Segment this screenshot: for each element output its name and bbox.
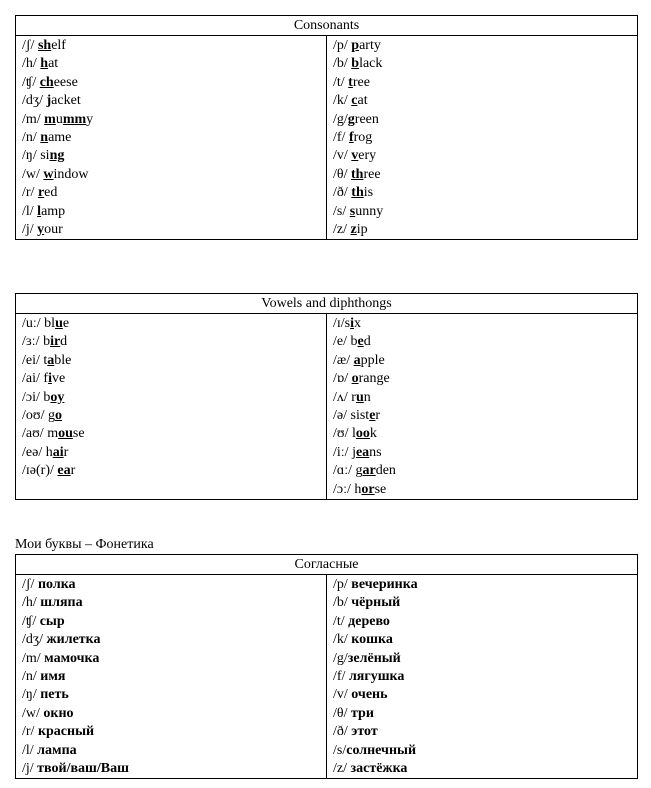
left-column	[16, 575, 327, 779]
phoneme-symbol: /θ/	[333, 705, 348, 721]
example-word: cheese	[39, 74, 78, 90]
phoneme-row	[22, 613, 326, 631]
phoneme-row	[333, 92, 637, 110]
phoneme-row	[333, 742, 637, 760]
example-word: жилетка	[46, 632, 101, 648]
phoneme-row	[333, 221, 637, 239]
example-word: сыр	[39, 613, 65, 629]
phoneme-row	[22, 742, 326, 760]
phoneme-row	[22, 723, 326, 741]
phoneme-symbol: /k/	[333, 632, 348, 648]
phoneme-row	[333, 650, 637, 668]
phoneme-row	[333, 760, 637, 778]
phoneme-row	[333, 594, 637, 612]
example-word: окно	[43, 705, 74, 721]
example-word: лампа	[37, 742, 77, 758]
phoneme-symbol: /ʃ/	[22, 577, 35, 592]
phoneme-symbol: /f/	[333, 668, 346, 684]
phoneme-symbol: /dʒ/	[22, 632, 43, 648]
phoneme-row	[22, 444, 326, 462]
right-column	[327, 314, 638, 500]
example-word: дерево	[348, 613, 390, 629]
left-column	[16, 36, 327, 240]
phoneme-row	[22, 462, 326, 480]
phoneme-symbol: /s/	[333, 203, 347, 219]
example-word: green	[347, 111, 379, 127]
example-word: three	[351, 166, 381, 182]
example-word: cat	[351, 93, 368, 109]
phoneme-symbol: /p/	[333, 577, 348, 592]
russian-consonants-table	[15, 554, 638, 779]
phoneme-row	[22, 407, 326, 425]
example-word: bird	[43, 334, 68, 350]
example-word: garden	[355, 463, 396, 479]
phoneme-symbol: /f/	[333, 129, 346, 145]
example-word: very	[351, 148, 377, 164]
phoneme-symbol: /ʊ/	[333, 426, 349, 442]
phoneme-row	[333, 407, 637, 425]
example-word: frog	[348, 129, 373, 145]
phoneme-symbol: /æ/	[333, 352, 351, 368]
example-word: table	[43, 352, 72, 368]
example-word: this	[351, 185, 374, 201]
example-word: mummy	[44, 111, 94, 127]
phoneme-row	[333, 184, 637, 202]
example-word: name	[40, 129, 72, 145]
phoneme-row	[22, 315, 326, 333]
example-word: чёрный	[351, 595, 401, 611]
phoneme-row	[22, 760, 326, 778]
phoneme-symbol: /ai/	[22, 371, 40, 387]
phoneme-row	[22, 631, 326, 649]
phoneme-symbol: /ɪə(r)/	[22, 463, 54, 479]
phoneme-symbol: /ʧ/	[22, 613, 37, 629]
example-word: jeans	[352, 444, 382, 460]
phoneme-symbol: /z/	[333, 760, 347, 776]
phoneme-symbol: /n/	[22, 129, 37, 145]
example-word: кошка	[351, 632, 393, 648]
example-word: солнечный	[346, 742, 417, 758]
phoneme-row	[333, 444, 637, 462]
example-word: зелёный	[347, 650, 401, 666]
phoneme-symbol: /k/	[333, 93, 348, 109]
example-word: красный	[37, 724, 95, 740]
phoneme-row	[22, 370, 326, 388]
phoneme-symbol: /ɒ/	[333, 371, 349, 387]
phoneme-symbol: /ɔi/	[22, 389, 40, 405]
phoneme-symbol: /θ/	[333, 166, 348, 182]
example-word: blue	[44, 316, 70, 331]
phoneme-symbol: /v/	[333, 148, 348, 164]
example-word: run	[351, 389, 371, 405]
right-column	[327, 575, 638, 779]
phoneme-row	[22, 74, 326, 92]
example-word: шляпа	[40, 595, 83, 611]
right-column	[327, 36, 638, 240]
phoneme-row	[333, 147, 637, 165]
example-word: sunny	[349, 203, 384, 219]
phoneme-row	[22, 333, 326, 351]
phoneme-row	[333, 481, 637, 499]
phoneme-symbol: /z/	[333, 221, 347, 237]
example-word: window	[43, 166, 89, 182]
phoneme-symbol: /ʃ/	[22, 38, 35, 53]
phoneme-row	[22, 668, 326, 686]
example-word: zip	[350, 221, 368, 237]
example-word: your	[37, 221, 63, 237]
phoneme-symbol: /aʊ/	[22, 426, 44, 442]
phoneme-symbol: /ʌ/	[333, 389, 348, 405]
phoneme-row	[333, 705, 637, 723]
phoneme-row	[333, 462, 637, 480]
vowels-table	[15, 293, 638, 500]
phoneme-row	[333, 55, 637, 73]
phoneme-row	[333, 333, 637, 351]
phoneme-symbol: /ei/	[22, 352, 40, 368]
left-column	[16, 314, 327, 500]
phoneme-row	[333, 723, 637, 741]
example-word: look	[351, 426, 377, 442]
phoneme-symbol: /g/	[333, 650, 348, 666]
example-word: вечеринка	[351, 577, 418, 592]
phoneme-row	[333, 686, 637, 704]
phoneme-symbol: /uː/	[22, 316, 41, 331]
phoneme-symbol: /v/	[333, 687, 348, 703]
example-word: очень	[351, 687, 388, 703]
example-word: tree	[348, 74, 370, 90]
phoneme-row	[333, 668, 637, 686]
phoneme-symbol: /s/	[333, 742, 347, 758]
phoneme-row	[333, 74, 637, 92]
example-word: horse	[354, 481, 387, 497]
phoneme-row	[333, 631, 637, 649]
example-word: hat	[40, 56, 59, 72]
example-word: этот	[351, 724, 378, 740]
phoneme-symbol: /ɔː/	[333, 481, 351, 497]
example-word: apple	[353, 352, 385, 368]
example-word: black	[351, 56, 383, 72]
phoneme-row	[22, 352, 326, 370]
phoneme-row	[22, 147, 326, 165]
phoneme-row	[22, 425, 326, 443]
phoneme-row	[333, 389, 637, 407]
example-word: six	[344, 316, 362, 331]
example-word: party	[351, 38, 381, 53]
phoneme-symbol: /w/	[22, 166, 40, 182]
example-word: sister	[350, 407, 381, 423]
phoneme-row	[22, 37, 326, 55]
example-word: shelf	[37, 38, 66, 53]
phoneme-row	[22, 92, 326, 110]
phoneme-symbol: /oʊ/	[22, 407, 45, 423]
phoneme-symbol: /ɜː/	[22, 334, 40, 350]
example-word: hair	[45, 444, 69, 460]
phoneme-row	[333, 203, 637, 221]
example-word: mouse	[47, 426, 85, 442]
phoneme-row	[22, 129, 326, 147]
phoneme-row	[333, 129, 637, 147]
phoneme-symbol: /ʧ/	[22, 74, 37, 90]
phoneme-symbol: /dʒ/	[22, 93, 43, 109]
phoneme-symbol: /t/	[333, 613, 345, 629]
example-word: ear	[57, 463, 76, 479]
phoneme-symbol: /e/	[333, 334, 347, 350]
phoneme-symbol: /ə/	[333, 407, 347, 423]
example-word: петь	[40, 687, 69, 703]
phoneme-row	[22, 184, 326, 202]
phoneme-symbol: /ð/	[333, 724, 348, 740]
table-title: Consonants	[16, 16, 638, 36]
phoneme-symbol: /iː/	[333, 444, 349, 460]
phoneme-symbol: /b/	[333, 56, 348, 72]
example-word: застёжка	[350, 760, 408, 776]
phoneme-row	[333, 576, 637, 594]
phoneme-row	[22, 389, 326, 407]
example-word: bed	[350, 334, 371, 350]
phoneme-row	[333, 111, 637, 129]
example-word: boy	[43, 389, 65, 405]
phoneme-symbol: /j/	[22, 760, 34, 776]
section-caption: Мои буквы – Фонетика	[15, 537, 154, 552]
phoneme-symbol: /ŋ/	[22, 148, 37, 164]
phoneme-symbol: /ɪ/	[333, 316, 345, 331]
example-word: полка	[37, 577, 76, 592]
phoneme-row	[22, 55, 326, 73]
phoneme-row	[22, 203, 326, 221]
example-word: sing	[40, 148, 65, 164]
example-word: lamp	[37, 203, 66, 219]
phoneme-row	[22, 221, 326, 239]
example-word: лягушка	[348, 668, 405, 684]
phoneme-symbol: /l/	[22, 742, 34, 758]
phoneme-row	[333, 315, 637, 333]
phoneme-symbol: /l/	[22, 203, 34, 219]
phoneme-symbol: /ð/	[333, 185, 348, 201]
phoneme-row	[22, 686, 326, 704]
consonants-table	[15, 15, 638, 240]
phoneme-row	[22, 705, 326, 723]
example-word: имя	[40, 668, 66, 684]
phoneme-row	[22, 594, 326, 612]
phoneme-symbol: /w/	[22, 705, 40, 721]
phoneme-row	[22, 111, 326, 129]
phoneme-row	[333, 613, 637, 631]
phoneme-row	[22, 166, 326, 184]
example-word: jacket	[46, 93, 81, 109]
phoneme-row	[22, 576, 326, 594]
phoneme-symbol: /m/	[22, 650, 41, 666]
example-word: go	[47, 407, 62, 423]
phoneme-symbol: /t/	[333, 74, 345, 90]
phoneme-symbol: /r/	[22, 724, 35, 740]
phoneme-row	[333, 352, 637, 370]
phoneme-symbol: /h/	[22, 56, 37, 72]
example-word: мамочка	[44, 650, 100, 666]
example-word: три	[351, 705, 374, 721]
phoneme-symbol: /eə/	[22, 444, 43, 460]
example-word: твой/ваш/Ваш	[37, 760, 129, 776]
phoneme-symbol: /ɑː/	[333, 463, 352, 479]
phoneme-row	[333, 37, 637, 55]
phoneme-row	[333, 370, 637, 388]
phoneme-symbol: /p/	[333, 38, 348, 53]
example-word: orange	[351, 371, 390, 387]
phoneme-symbol: /r/	[22, 185, 35, 201]
phoneme-symbol: /g/	[333, 111, 348, 127]
phoneme-symbol: /j/	[22, 221, 34, 237]
phoneme-symbol: /m/	[22, 111, 41, 127]
table-title: Согласные	[16, 555, 638, 575]
phoneme-row	[333, 425, 637, 443]
example-word: five	[43, 371, 66, 387]
phoneme-symbol: /b/	[333, 595, 348, 611]
example-word: red	[37, 185, 58, 201]
table-title: Vowels and diphthongs	[16, 294, 638, 314]
phoneme-symbol: /n/	[22, 668, 37, 684]
phoneme-row	[22, 650, 326, 668]
phoneme-symbol: /h/	[22, 595, 37, 611]
phoneme-row	[333, 166, 637, 184]
phoneme-symbol: /ŋ/	[22, 687, 37, 703]
